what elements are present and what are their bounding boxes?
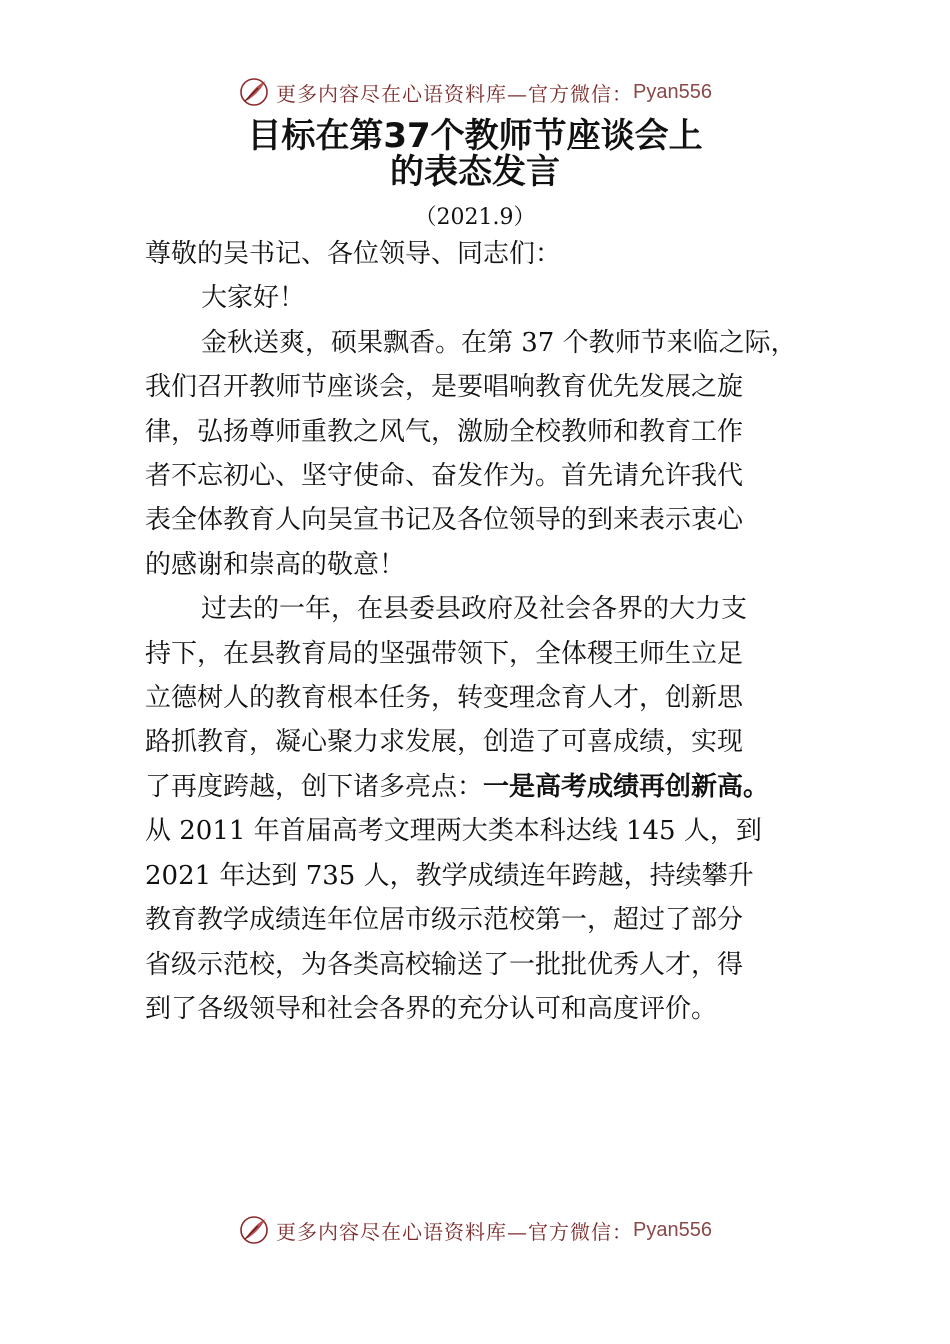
paragraph-line: 立德树人的教育根本任务，转变理念育人才，创新思 bbox=[145, 683, 744, 714]
banner-text: 更多内容尽在心语资料库—官方微信： bbox=[276, 1219, 634, 1244]
feather-quill-icon bbox=[238, 1214, 270, 1246]
salutation: 尊敬的吴书记、各位领导、同志们： bbox=[145, 239, 562, 269]
paragraph-line: 从 2011 年首届高考文理两大类本科达线 145 人，到 bbox=[145, 816, 762, 847]
highlight-heading: 一是高考成绩再创新高。 bbox=[483, 771, 770, 802]
paragraph-line: 者不忘初心、坚守使命、奋发作为。首先请允许我代 bbox=[145, 461, 744, 492]
paragraph-line: 到了各级领导和社会各界的充分认可和高度评价。 bbox=[145, 993, 718, 1024]
feather-quill-icon bbox=[238, 76, 270, 108]
paragraph-line: 我们召开教师节座谈会，是要唱响教育优先发展之旋 bbox=[145, 372, 744, 403]
title-line-1: 目标在第37个教师节座谈会上 bbox=[247, 116, 703, 156]
paragraph-line: 金秋送爽，硕果飘香。在第 37 个教师节来临之际， bbox=[201, 327, 797, 358]
banner-wechat-id: Pyan556 bbox=[633, 1218, 712, 1241]
paragraph-line: 律，弘扬尊师重教之风气，激励全校教师和教育工作 bbox=[145, 416, 744, 447]
paragraph-line: 2021 年达到 735 人，教学成绩连年跨越，持续攀升 bbox=[145, 860, 754, 891]
page-title bbox=[0, 118, 950, 190]
paragraph-line: 表全体教育人向吴宣书记及各位领导的到来表示衷心 bbox=[145, 505, 744, 536]
banner-wechat-id: Pyan556 bbox=[633, 80, 712, 103]
footer-banner bbox=[0, 1210, 950, 1250]
paragraph-line: 过去的一年，在县委县政府及社会各界的大力支 bbox=[201, 594, 748, 625]
title-line-2: 的表态发言 bbox=[390, 152, 560, 192]
banner-text: 更多内容尽在心语资料库—官方微信： bbox=[276, 81, 634, 106]
greeting: 大家好！ bbox=[201, 283, 306, 314]
paragraph-line: 持下，在县教育局的坚强带领下，全体稷王师生立足 bbox=[145, 638, 744, 669]
paragraph-line: 教育教学成绩连年位居市级示范校第一，超过了部分 bbox=[145, 905, 744, 936]
paragraph-line bbox=[145, 765, 825, 809]
paragraph-line: 路抓教育，凝心聚力求发展，创造了可喜成绩，实现 bbox=[145, 727, 744, 758]
paragraph-line: 的感谢和崇高的敬意！ bbox=[145, 549, 406, 580]
paragraph-line-text: 了再度跨越，创下诸多亮点： bbox=[145, 771, 484, 802]
body-text bbox=[145, 232, 825, 1031]
date-label: （2021.9） bbox=[414, 205, 536, 230]
paragraph-line: 省级示范校，为各类高校输送了一批批优秀人才，得 bbox=[145, 949, 744, 980]
header-banner bbox=[0, 72, 950, 112]
